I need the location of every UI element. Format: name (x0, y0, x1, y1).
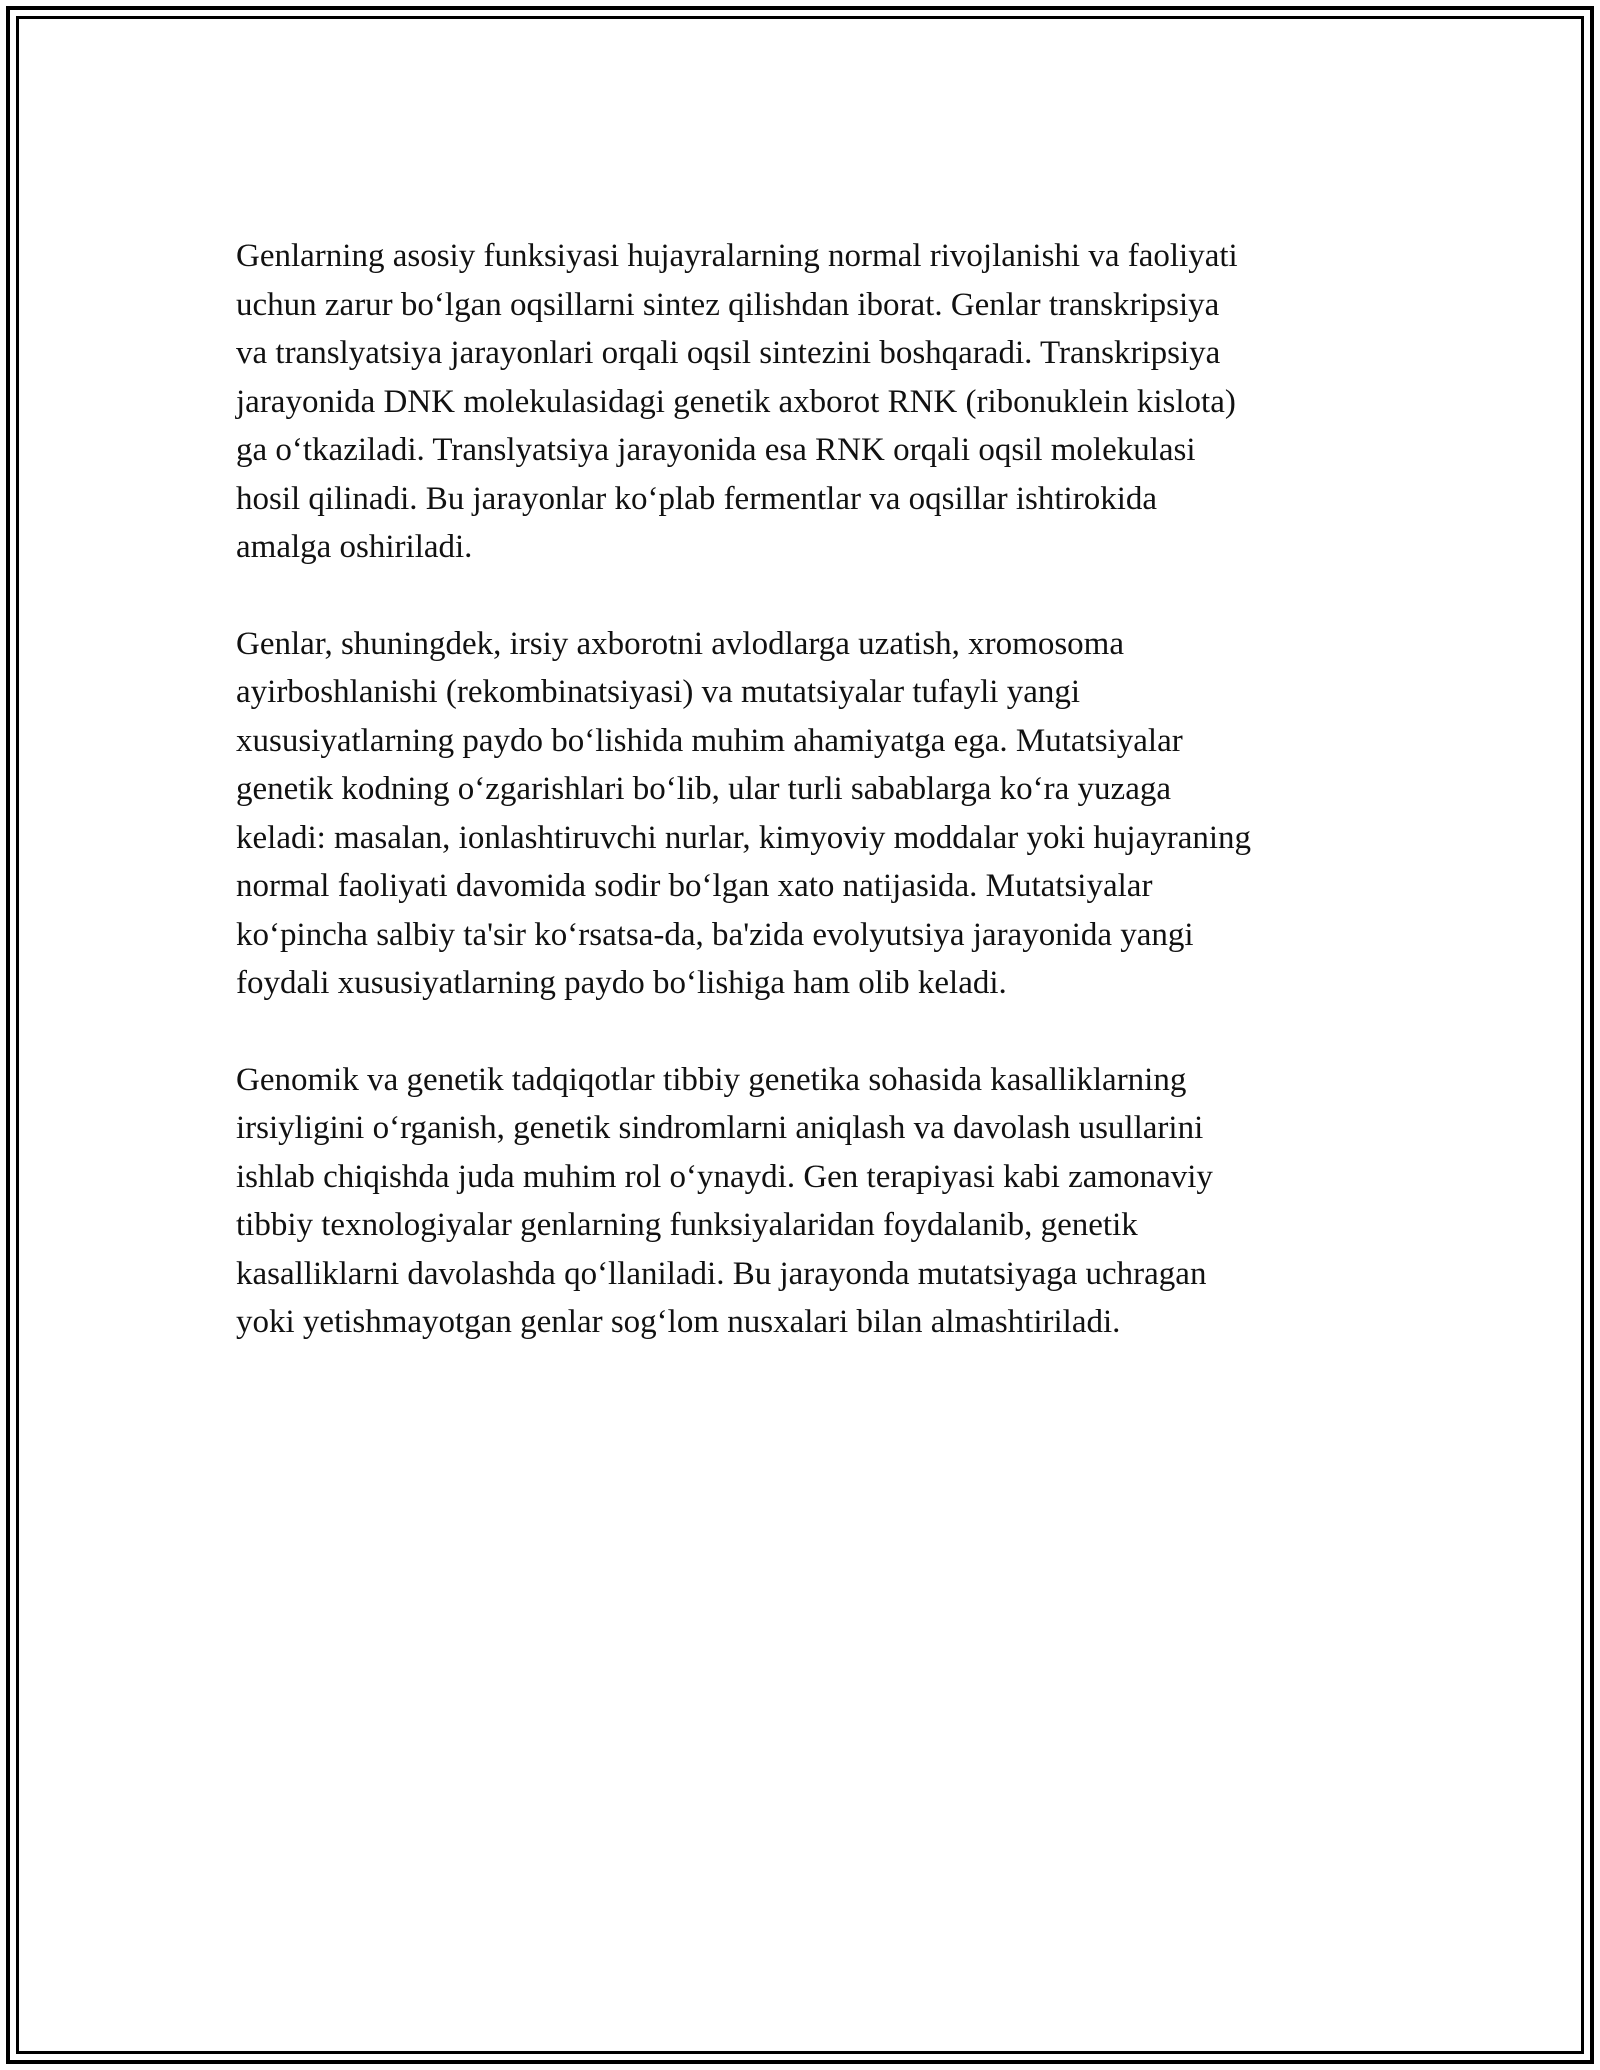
paragraph-heredity-mutations: Genlar, shuningdek, irsiy axborotni avlodlarga uzatish, xromosoma ayirboshlanishi (rekombinatsiyasi) va mutatsiyalar tufayli yangi xususiyatlarning paydo bo‘lishida muhim ahamiyatga ega. Mutatsiyalar genetik kodning o‘zgarishlari bo‘lib, ular turli sabablarga ko‘ra yuzaga keladi: masalan, ionlashtiruvchi nurlar, kimyoviy moddalar yoki hujayraning normal faoliyati davomida sodir bo‘lgan xato natijasida. Mutatsiyalar ko‘pincha salbiy ta'sir ko‘rsatsa-da, ba'zida evolyutsiya jarayonida yangi foydali xususiyatlarning paydo bo‘lishiga ham olib keladi. (236, 625, 1252, 1001)
document-body (236, 232, 1376, 1347)
paragraph-medical-genetics: Genomik va genetik tadqiqotlar tibbiy genetika sohasida kasalliklarning irsiyligini o‘rganish, genetik sindromlarni aniqlash va davolash usullarini ishlab chiqishda juda muhim rol o‘ynaydi. Gen terapiyasi kabi zamonaviy tibbiy texnologiyalar genlarning funksiyalaridan foydalanib, genetik kasalliklarni davolashda qo‘llaniladi. Bu jarayonda mutatsiyaga uchragan yoki yetishmayotgan genlar sog‘lom nusxalari bilan almashtiriladi. (236, 1061, 1213, 1340)
paragraph-gene-function: Genlarning asosiy funksiyasi hujayralarning normal rivojlanishi va faoliyati uchun zarur bo‘lgan oqsillarni sintez qilishdan iborat. Genlar transkripsiya va translyatsiya jarayonlari orqali oqsil sintezini boshqaradi. Transkripsiya jarayonida DNK molekulasidagi genetik axborot RNK (ribonuklein kislota) ga o‘tkaziladi. Translyatsiya jarayonida esa RNK orqali oqsil molekulasi hosil qilinadi. Bu jarayonlar ko‘plab fermentlar va oqsillar ishtirokida amalga oshiriladi. (236, 238, 1238, 565)
